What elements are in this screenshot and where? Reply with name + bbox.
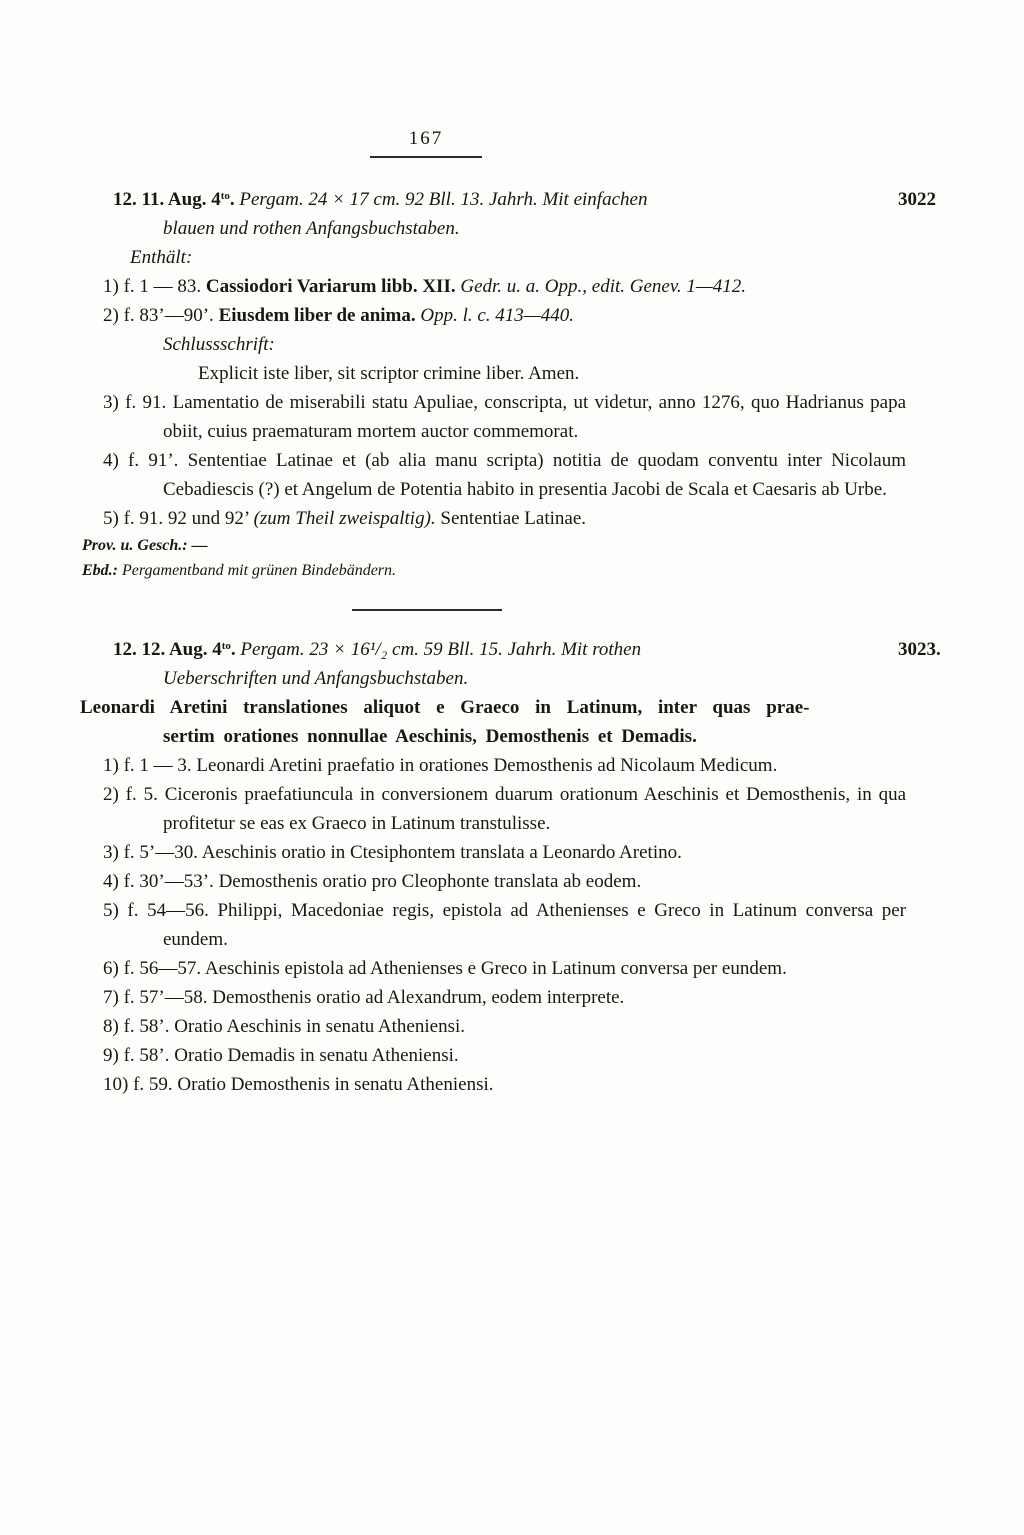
content-item-1	[80, 272, 906, 301]
physical-description: Pergam. 23 × 16¹/₂ cm. 59 Bll. 15. Jahrh. Mit rothen	[240, 639, 642, 660]
content-item-10	[80, 1070, 906, 1099]
item-text: Sententiae Latinae et (ab alia manu scripta) notitia de quodam conventu inter Nicolaum Cebadiescis (?) et Angelum de Potentia habito in presentia Jacobi de Scala et Caesaris ab Urbe.	[163, 450, 906, 500]
content-item-1	[80, 751, 906, 780]
shelfmark-period: .	[229, 189, 235, 210]
item-text: Ciceronis praefatiuncula in conversionem duarum orationum Aeschinis et Demosthenis, in qua profitetur se eas ex Graeco in Latinum transtulisse.	[163, 784, 907, 834]
format-superscript: to	[220, 190, 230, 202]
shelfmark: 12. 11. Aug. 4	[113, 189, 221, 210]
item-text: Demosthenis oratio ad Alexandrum, eodem interprete.	[212, 987, 625, 1008]
content-item-4	[80, 867, 906, 896]
item-text: Lamentatio de miserabili statu Apuliae, conscripta, ut videtur, anno 1276, quo Hadrianus papa obiit, cuius praematuram mortem auctor commemorat.	[163, 392, 907, 442]
shelfmark: 12. 12. Aug. 4	[113, 639, 222, 660]
work-title: Eiusdem liber de anima.	[218, 305, 416, 326]
content-item-5	[80, 896, 906, 954]
content-item-9	[80, 1041, 906, 1070]
text-block	[80, 0, 941, 1099]
main-title	[80, 693, 906, 751]
colophon-text: Explicit iste liber, sit scriptor crimine liber. Amen.	[198, 363, 580, 384]
catalog-number: 3022	[898, 189, 936, 210]
item-prefix: 1) f. 1 — 3.	[103, 755, 192, 776]
catalog-entry-3022	[80, 185, 936, 583]
item-prefix: 4) f. 30’—53’.	[103, 871, 214, 892]
item-text: Demosthenis oratio pro Cleophonte translata ab eodem.	[218, 871, 642, 892]
content-item-5	[80, 504, 906, 533]
edition-reference: Gedr. u. a. Opp., edit. Genev. 1—412.	[460, 276, 747, 297]
edition-reference: Opp. l. c. 413—440.	[420, 305, 574, 326]
catalog-entry-3023	[80, 635, 941, 1099]
shelfmark-period: .	[230, 639, 236, 660]
content-item-4	[80, 446, 906, 504]
item-text: Aeschinis epistola ad Athenienses e Greco in Latinum conversa per eundem.	[204, 958, 787, 979]
item-prefix: 1) f. 1 — 83.	[103, 276, 202, 297]
item-prefix: 8) f. 58’.	[103, 1016, 170, 1037]
physical-description-continued: blauen und rothen Anfangsbuchstaben.	[163, 218, 460, 239]
provenance-line: Prov. u. Gesch.: —	[82, 537, 208, 554]
item-text: Aeschinis oratio in Ctesiphontem translata a Leonardo Aretino.	[201, 842, 682, 863]
content-item-8	[80, 1012, 906, 1041]
item-prefix: 4) f. 91’.	[103, 450, 179, 471]
main-title-line1: Leonardi Aretini translationes aliquot e Graeco in Latinum, inter quas prae-	[80, 697, 810, 718]
item-text: Oratio Demosthenis in senatu Atheniensi.	[177, 1074, 494, 1095]
item-prefix: 9) f. 58’.	[103, 1045, 170, 1066]
main-title-line2: sertim orationes nonnullae Aeschinis, Demosthenis et Demadis.	[163, 726, 697, 747]
item-prefix: 2) f. 83’—90’.	[103, 305, 214, 326]
content-item-2	[80, 301, 906, 330]
work-title: Cassiodori Variarum libb. XII.	[205, 276, 456, 297]
binding-label: Ebd.:	[82, 562, 118, 579]
item-text: Oratio Aeschinis in senatu Atheniensi.	[174, 1016, 465, 1037]
item-prefix: 10) f. 59.	[103, 1074, 173, 1095]
contains-label: Enthält:	[130, 247, 193, 268]
item-prefix: 3) f. 91.	[103, 392, 167, 413]
page-number: 167	[370, 124, 482, 158]
physical-description-continued: Ueberschriften und Anfangsbuchstaben.	[163, 668, 469, 689]
item-prefix: 2) f. 5.	[103, 784, 158, 805]
physical-description: Pergam. 24 × 17 cm. 92 Bll. 13. Jahrh. Mit einfachen	[239, 189, 648, 210]
item-prefix: 7) f. 57’—58.	[103, 987, 208, 1008]
item-text: Oratio Demadis in senatu Atheniensi.	[174, 1045, 459, 1066]
content-item-2	[80, 780, 906, 838]
binding-text: Pergamentband mit grünen Bindebändern.	[122, 562, 397, 579]
content-item-3	[80, 838, 906, 867]
item-prefix: 6) f. 56—57.	[103, 958, 202, 979]
item-text: Sententiae Latinae.	[440, 508, 587, 529]
format-superscript: to	[221, 640, 231, 652]
item-text: Philippi, Macedoniae regis, epistola ad Athenienses e Greco in Latinum conversa per eundem.	[163, 900, 907, 950]
content-item-3	[80, 388, 906, 446]
entry-headline	[113, 635, 906, 664]
item-note: (zum Theil zweispaltig).	[253, 508, 436, 529]
item-prefix: 5) f. 91. 92 und 92’	[103, 508, 249, 529]
item-prefix: 3) f. 5’—30.	[103, 842, 198, 863]
catalog-number: 3023.	[898, 639, 941, 660]
colophon-label: Schlussschrift:	[163, 334, 275, 355]
binding-line	[82, 558, 906, 583]
entry-divider	[352, 609, 502, 611]
content-item-7	[80, 983, 906, 1012]
content-item-6	[80, 954, 906, 983]
entry-headline	[113, 185, 906, 214]
item-prefix: 5) f. 54—56.	[103, 900, 209, 921]
item-text: Leonardi Aretini praefatio in orationes Demosthenis ad Nicolaum Medicum.	[196, 755, 778, 776]
